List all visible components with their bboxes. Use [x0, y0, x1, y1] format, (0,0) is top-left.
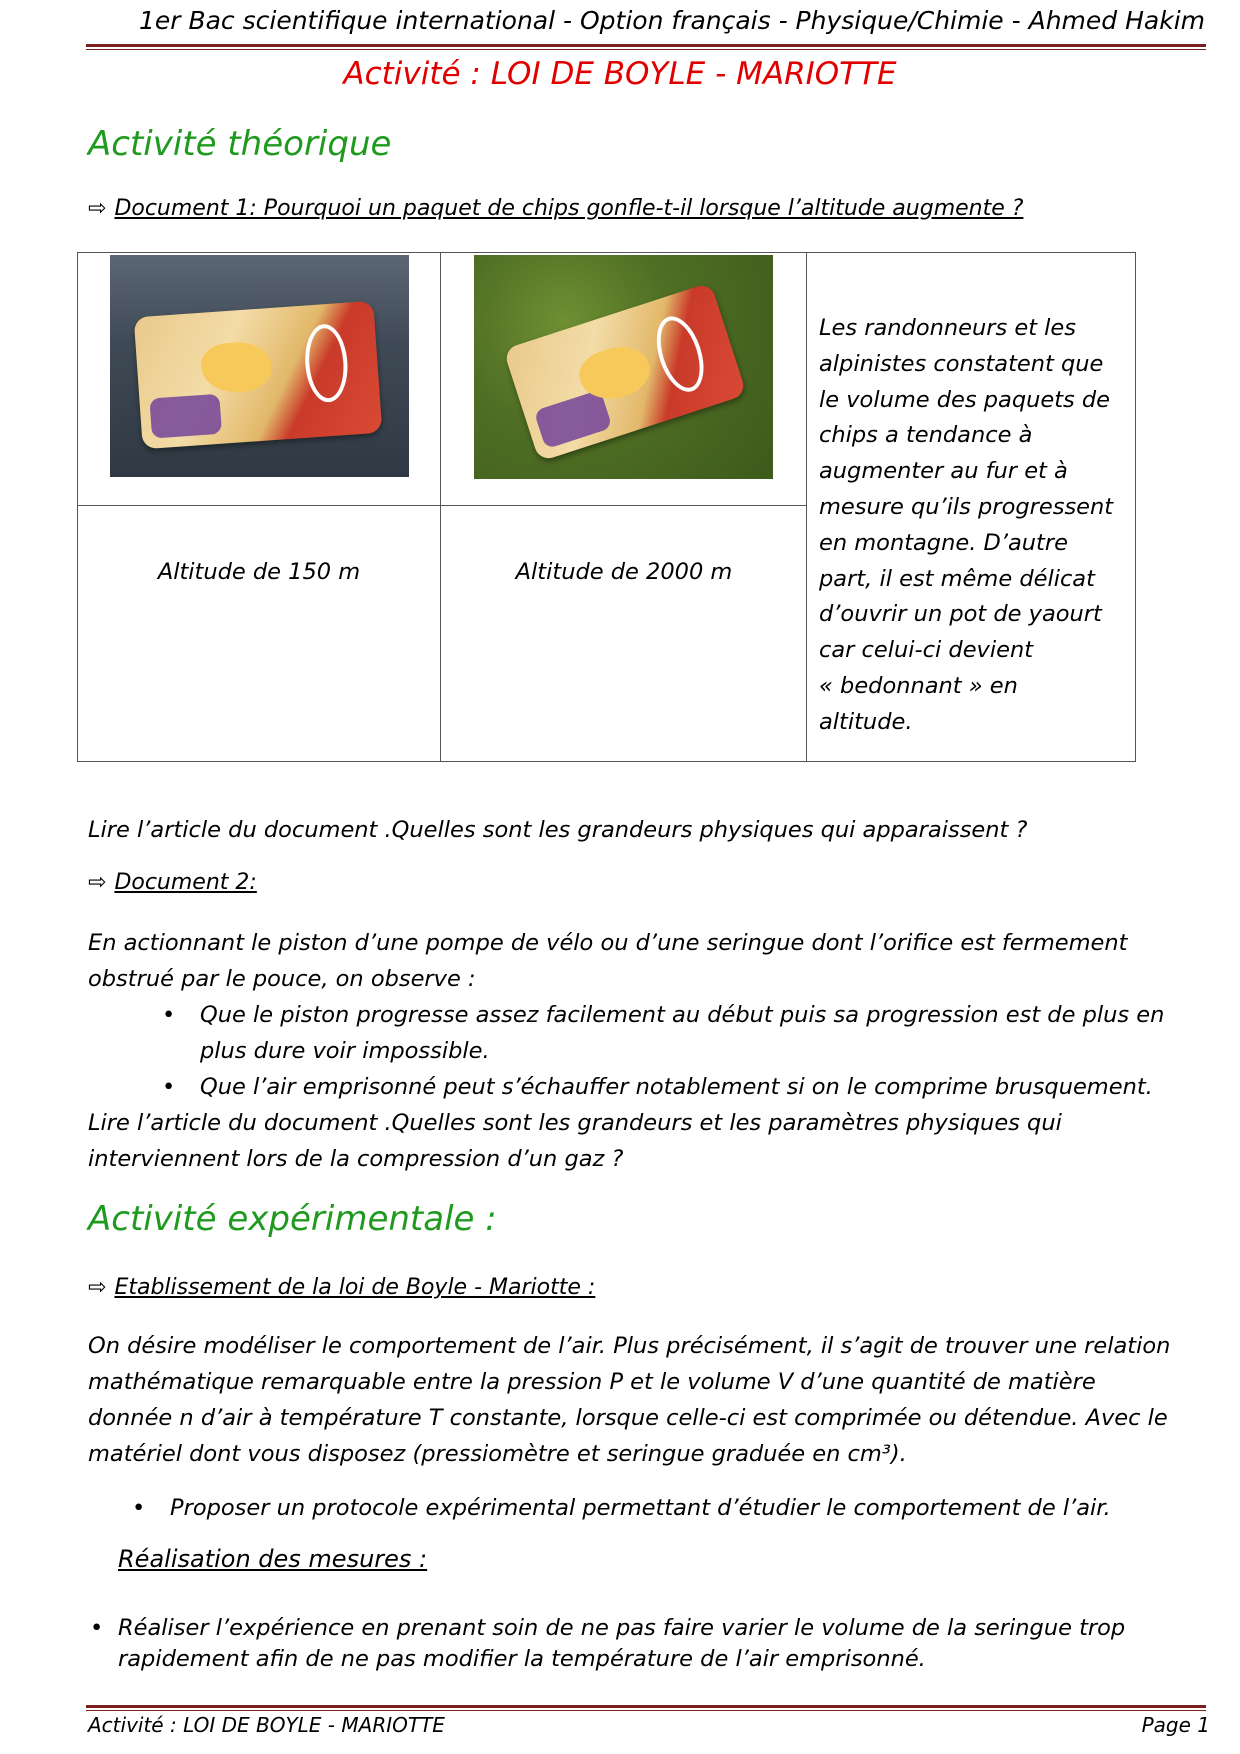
header-rule [86, 44, 1206, 50]
footer-title: Activité : LOI DE BOYLE - MARIOTTE [88, 1713, 445, 1737]
question-1: Lire l’article du document .Quelles sont les grandeurs physiques qui apparaissent ? [88, 817, 1028, 843]
bullet-icon: • [162, 1074, 176, 1100]
footer-rule [86, 1705, 1206, 1711]
page-number: Page 1 [1141, 1713, 1210, 1737]
table-divider [440, 253, 441, 761]
list-item [162, 997, 1210, 1069]
text-line: augmenter au fur et à [819, 458, 1068, 485]
text-line: rapidement afin de ne pas modifier la température de l’air emprisonné. [118, 1646, 926, 1672]
document-2-bullets [162, 997, 1210, 1105]
text-line: Que l’air emprisonné peut s’échauffer notablement si on le comprime brusquement. [200, 1074, 1153, 1100]
section-heading-experimentale: Activité expérimentale : [88, 1199, 497, 1239]
text-line: d’ouvrir un pot de yaourt [819, 601, 1102, 628]
table-divider [806, 253, 807, 761]
text-line: altitude. [819, 708, 913, 735]
text-line: donnée n d’air à température T constante, lorsque celle-ci est comprimée ou détendue. Avec le [88, 1405, 1168, 1431]
bullet-icon: • [90, 1615, 104, 1641]
document-1-label: Document 1: Pourquoi un paquet de chips gonfle-t-il lorsque l’altitude augmente ? [114, 196, 1024, 221]
right-arrow-icon: ⇨ [88, 870, 107, 895]
text-line: mesure qu’ils progressent [819, 493, 1114, 520]
page-header: 1er Bac scientifique international - Option français - Physique/Chimie - Ahmed Hakim [138, 6, 1205, 35]
text-line: plus dure voir impossible. [200, 1038, 490, 1064]
text-line: Proposer un protocole expérimental permettant d’étudier le comportement de l’air. [170, 1495, 1111, 1521]
text-line: « bedonnant » en [819, 672, 1018, 699]
boyle-mariotte-heading [88, 1275, 595, 1300]
boyle-mariotte-label: Etablissement de la loi de Boyle - Mariotte : [114, 1275, 596, 1300]
bullet-icon: • [132, 1495, 146, 1521]
text-line: On désire modéliser le comportement de l’air. Plus précisément, il s’agit de trouver une relation [88, 1333, 1171, 1359]
bullet-icon: • [162, 1002, 176, 1028]
protocol-bullet [132, 1490, 1210, 1526]
table-divider [78, 505, 806, 506]
chips-bag-image [134, 301, 383, 449]
text-line: Les randonneurs et les [819, 315, 1076, 341]
list-item [162, 1069, 1210, 1105]
chips-bag-image [503, 282, 747, 462]
chips-bag-photo-2000m [474, 255, 773, 479]
document-2-heading [88, 870, 257, 895]
text-line: matériel dont vous disposez (pressiomètre et seringue graduée en cm³). [88, 1441, 907, 1467]
text-line: part, il est même délicat [819, 565, 1095, 592]
document-1-heading [88, 196, 1023, 221]
right-arrow-icon: ⇨ [88, 196, 107, 221]
text-line: En actionnant le piston d’une pompe de vélo ou d’une seringue dont l’orifice est fermement [88, 930, 1128, 956]
list-item [132, 1490, 1210, 1526]
experiment-description [88, 1328, 1218, 1472]
text-line: Lire l’article du document .Quelles sont les grandeurs et les paramètres physiques qui [88, 1110, 1062, 1136]
list-item [90, 1613, 1213, 1675]
document-1-table [77, 252, 1136, 762]
right-arrow-icon: ⇨ [88, 1275, 107, 1300]
text-line: Que le piston progresse assez facilement au début puis sa progression est de plus en [200, 1002, 1165, 1028]
text-line: interviennent lors de la compression d’un gaz ? [88, 1146, 624, 1172]
page-title: Activité : LOI DE BOYLE - MARIOTTE [343, 56, 897, 92]
caption-altitude-2000: Altitude de 2000 m [515, 559, 733, 585]
text-line: car celui-ci devient [819, 637, 1034, 664]
caption-altitude-150: Altitude de 150 m [157, 559, 361, 585]
text-line: le volume des paquets de [819, 386, 1111, 413]
section-heading-theorique: Activité théorique [88, 124, 392, 164]
text-line: mathématique remarquable entre la pression P et le volume V d’une quantité de matière [88, 1369, 1096, 1395]
chips-bag-photo-150m [110, 255, 409, 477]
mesures-bullet [90, 1613, 1213, 1675]
document-2-label: Document 2: [114, 870, 257, 895]
text-line: en montagne. D’autre [819, 529, 1068, 556]
text-line: alpinistes constatent que [819, 350, 1104, 377]
question-2 [88, 1105, 1218, 1177]
mesures-title: Réalisation des mesures : [118, 1545, 428, 1573]
document-1-text [819, 311, 1124, 741]
text-line: obstrué par le pouce, on observe : [88, 966, 476, 992]
text-line: chips a tendance à [819, 422, 1033, 449]
text-line: Réaliser l’expérience en prenant soin de ne pas faire varier le volume de la seringue trop [118, 1615, 1126, 1641]
document-2-intro [88, 925, 1218, 997]
